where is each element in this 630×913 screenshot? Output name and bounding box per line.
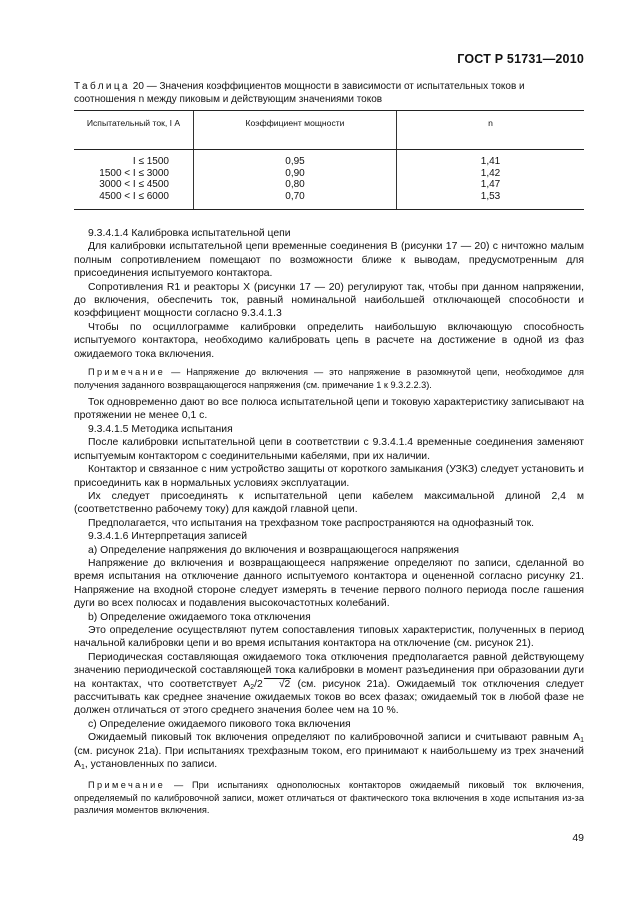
cell-n: 1,53 xyxy=(397,191,585,210)
note-text: — При испытаниях однополюсных контакторов ожидаемый пиковый ток включения, определяемый по калибровочной записи, может отличаться от фактического тока включения в ходе испытания из-за различия моментов включения. xyxy=(74,780,584,816)
paragraph: Сопротивления R1 и реакторы X (рисунки 17 — 20) регулируют так, чтобы при данном напряжении, до включения, обеспечить ток, равный номинальной наибольшей отключающей способности и коэффициент мощности согласно 9.3.4.1.3 xyxy=(74,281,584,320)
standard-header: ГОСТ Р 51731—2010 xyxy=(457,52,584,66)
subscript: 1 xyxy=(80,764,85,772)
paragraph: Ток одновременно дают во все полюса испытательной цепи и токовую характеристику записывают на протяжении не менее 0,1 с. xyxy=(74,397,584,422)
text-run: Периодическая составляющая ожидаемого тока отключения предполагается равной действующему значению периодической составляющей тока калибровки в момент разъединения при образовании дуги на контактах, что соответствует A xyxy=(74,651,584,690)
table-row xyxy=(74,191,584,210)
column-header-power-factor: Коэффициент мощности xyxy=(194,111,397,150)
cell-n: 1,47 xyxy=(397,179,585,191)
paragraph: После калибровки испытательной цепи в соответствии с 9.3.4.1.4 временные соединения заменяют испытуемым контактором с соединительными кабелями, при их наличии. xyxy=(74,437,584,462)
cell-current-range: 1500 < I ≤ 3000 xyxy=(99,167,169,179)
cell-current-range: 3000 < I ≤ 4500 xyxy=(99,179,169,190)
text-run: , установленных по записи. xyxy=(84,759,218,771)
section-heading-calibration: 9.3.4.1.4 Калибровка испытательной цепи xyxy=(88,228,291,239)
cell-n: 1,42 xyxy=(397,168,585,180)
note-text: — Напряжение до включения — это напряжение в разомкнутой цепи, необходимое для получения заданного возвращающегося напряжения (см. примечание 1 к 9.3.2.2.3). xyxy=(74,367,584,390)
table-row xyxy=(74,150,584,168)
subheading: b) Определение ожидаемого тока отключения xyxy=(88,611,311,623)
subscript: 1 xyxy=(580,737,584,745)
note-paragraph xyxy=(74,366,584,391)
column-header-current: Испытательный ток, I А xyxy=(74,111,194,150)
cell-power-factor: 0,80 xyxy=(194,179,397,191)
table-row xyxy=(74,179,584,191)
paragraph: Предполагается, что испытания на трехфазном токе распространяются на однофазный ток. xyxy=(88,517,535,529)
text-run: (см. рисунок 21а). При испытаниях трехфазным током, его принимают к наибольшему из трех значений A xyxy=(74,745,584,771)
section-heading-interpretation: 9.3.4.1.6 Интерпретация записей xyxy=(88,531,248,543)
table-caption xyxy=(74,80,584,106)
text-run: (см. рисунок 21а). Ожидаемый ток отключения следует рассчитывать как среднее значение ожидаемых токов во всех фазах; ожидаемый ток в любой фазе не должен отличаться от этого среднего значения более чем на 10 %. xyxy=(74,678,585,717)
paragraph: Контактор и связанное с ним устройство защиты от короткого замыкания (УЗКЗ) следует установить и присоединить как в нормальных условиях эксплуатации. xyxy=(74,464,584,489)
subheading: с) Определение ожидаемого пикового тока включения xyxy=(88,718,351,730)
page-number: 49 xyxy=(572,832,584,844)
paragraph: Напряжение до включения и возвращающееся напряжение определяют по записи, сделанной во время испытания на отключение данного испытуемого контактора и оцененной согласно рисунку 21. Напряжение на входной стороне следует измерять в течение первого полного периода после гашения дуги во всех полюсах и подавления высокочастотных колебаний. xyxy=(74,557,584,610)
caption-text: 20 — Значения коэффициентов мощности в зависимости от испытательных токов и соотношения n между пиковым и действующим значениями токов xyxy=(74,81,525,105)
paragraph: Это определение осуществляют путем сопоставления типовых характеристик, полученных в период начальной калибровки цепи и во время испытания контактора на отключение (см. рисунок 21). xyxy=(74,624,584,650)
note-paragraph xyxy=(74,779,584,817)
caption-label: Таблица xyxy=(74,81,131,92)
sqrt-radicand: 2 xyxy=(284,678,291,690)
cell-power-factor: 0,95 xyxy=(194,150,397,168)
sqrt-symbol: √2 xyxy=(264,678,291,690)
cell-n: 1,41 xyxy=(397,150,585,168)
section-heading-method: 9.3.4.1.5 Методика испытания xyxy=(88,423,233,435)
subheading: а) Определение напряжения до включения и возвращающегося напряжения xyxy=(88,544,460,556)
paragraph xyxy=(74,731,584,771)
subscript: 2 xyxy=(250,683,255,691)
paragraph: Для калибровки испытательной цепи временные соединения В (рисунки 17 — 20) с ничтожно малым полным сопротивлением помещают по возможности ближе к выводам, предусмотренным для присоединения испытуемого контактора. xyxy=(74,241,584,280)
cell-power-factor: 0,90 xyxy=(194,168,397,180)
table-header-row xyxy=(74,111,584,150)
paragraph xyxy=(74,651,584,718)
table-row xyxy=(74,168,584,180)
note-label: Примечание xyxy=(88,367,166,378)
cell-current-range: I ≤ 1500 xyxy=(132,156,169,167)
paragraph: Их следует присоединять к испытательной цепи кабелем максимальной длиной 2,4 м (соответственно рабочему току) для каждой главной цепи. xyxy=(74,490,584,516)
paragraph: Чтобы по осциллограмме калибровки определить наибольшую включающую способность испытуемого контактора, необходимо калибровать цепь в расчете на достижение в одной из фаз ожидаемого тока включения. xyxy=(74,321,584,360)
column-header-n: n xyxy=(397,111,585,150)
power-factor-table xyxy=(74,110,584,210)
note-label: Примечание xyxy=(88,780,166,791)
document-body xyxy=(74,227,584,817)
text-run: /2 xyxy=(254,678,263,690)
cell-power-factor: 0,70 xyxy=(194,191,397,210)
text-run: Ожидаемый пиковый ток включения определяют по калибровочной записи и считывают равным A xyxy=(88,732,581,744)
cell-current-range: 4500 < I ≤ 6000 xyxy=(99,190,169,202)
